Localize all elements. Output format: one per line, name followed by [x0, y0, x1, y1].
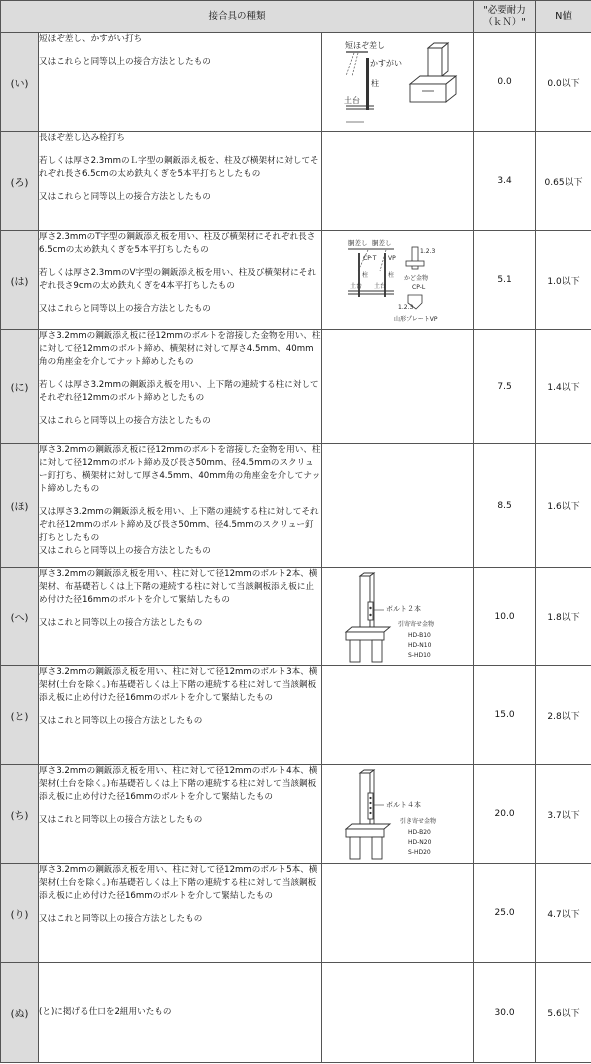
n-value: 1.8以下 — [536, 568, 591, 666]
fig-label: 柱 — [370, 79, 379, 88]
n-value: 0.65以下 — [536, 132, 591, 231]
row-figure — [322, 231, 474, 330]
row-description — [39, 864, 322, 963]
row-code: (ぬ) — [1, 963, 39, 1063]
description-paragraph: 若しくは厚さ2.3mmのV字型の鋼鈑添え板を用い、柱及び横架材にそれぞれ長さ9cmの太め鉄丸くぎを4本平打ちしたもの — [39, 268, 316, 292]
row-code: (に) — [1, 330, 39, 444]
header-joint-type: 接合具の種類 — [1, 1, 474, 33]
fig-label: 1.2.3 — [419, 248, 435, 255]
table-row — [1, 132, 591, 231]
n-value: 2.8以下 — [536, 666, 591, 765]
description-paragraph: 又はこれらと同等以上の接合方法としたもの — [39, 546, 211, 557]
fig-label: 引き寄せ金物 — [399, 818, 436, 825]
fig-label: HD-N20 — [407, 839, 431, 846]
row-figure — [322, 33, 474, 132]
required-capacity: 3.4 — [474, 132, 536, 231]
table-row — [1, 568, 591, 666]
fig-label: かすがい — [369, 59, 402, 68]
row-code: (は) — [1, 231, 39, 330]
row-figure — [322, 132, 474, 231]
fig-label: VP — [387, 255, 396, 262]
row-code: (り) — [1, 864, 39, 963]
row-figure — [322, 666, 474, 765]
fig-label: CP-L — [411, 284, 425, 291]
fig-label: かど金物 — [403, 275, 428, 282]
row-description — [39, 963, 322, 1063]
row-description — [39, 444, 322, 568]
description-paragraph: 若しくは厚さ3.2mmの鋼鈑添え板を用い、上下階の連続する柱に対してそれぞれ径12mmのボルト締めとしたもの — [39, 380, 319, 404]
required-capacity: 15.0 — [474, 666, 536, 765]
description-paragraph: 又はこれと同等以上の接合方法としたもの — [39, 815, 203, 826]
required-capacity: 0.0 — [474, 33, 536, 132]
description-paragraph: 又はこれと同等以上の接合方法としたもの — [39, 914, 203, 925]
fig-label: 引寄寄せ金物 — [397, 620, 434, 628]
corner-plate-diagram — [324, 233, 472, 327]
row-figure — [322, 963, 474, 1063]
table-row — [1, 33, 591, 132]
row-code: (ほ) — [1, 444, 39, 568]
header-required-capacity — [474, 1, 536, 33]
required-capacity: 7.5 — [474, 330, 536, 444]
description-paragraph: 短ほぞ差し、かすがい打ち — [39, 34, 143, 44]
hold-down-2-bolt-diagram — [324, 570, 472, 664]
fig-label: S-HD20 — [407, 849, 431, 856]
description-paragraph: 又はこれと同等以上の接合方法としたもの — [39, 716, 203, 727]
fig-label: S-HD10 — [407, 651, 431, 659]
required-capacity: 5.1 — [474, 231, 536, 330]
description-paragraph: 厚さ3.2mmの鋼鈑添え板を用い、柱に対して径12mmのボルト2本、横架材、布基礎若しくは上下階の連続する柱に対して当該鋼板添え板に止め付けた径16mmのボルトを介して緊結したもの — [39, 569, 318, 606]
description-paragraph: 厚さ3.2mmの鋼鈑添え板に径12mmのボルトを溶接した金物を用い、柱に対して径12mmのボルト締め及び長さ50mm、径4.5mmのスクリュー釘打ち、横架材に対して厚さ4.5mm、40mm角の角座金を介してナット締めしたもの — [39, 445, 321, 495]
row-description — [39, 666, 322, 765]
row-code: (と) — [1, 666, 39, 765]
description-paragraph: 厚さ3.2mmの鋼鈑添え板を用い、柱に対して径12mmのボルト4本、横架材(土台を除く。)布基礎若しくは上下階の連続する柱に対して当該鋼板添え板に止め付けた径16mmのボルトを介して緊結したもの — [39, 766, 318, 803]
required-capacity: 25.0 — [474, 864, 536, 963]
n-value: 1.0以下 — [536, 231, 591, 330]
n-value: 0.0以下 — [536, 33, 591, 132]
n-value: 1.4以下 — [536, 330, 591, 444]
table-row — [1, 231, 591, 330]
fig-label: 胴差し — [371, 239, 392, 247]
description-paragraph: 又はこれらと同等以上の接合方法としたもの — [39, 57, 211, 68]
description-paragraph: 厚さ3.2mmの鋼鈑添え板を用い、柱に対して径12mmのボルト5本、横架材(土台を除く。)布基礎若しくは上下階の連続する柱に対して当該鋼板添え板に止め付けた径16mmのボルトを介して緊結したもの — [39, 865, 318, 902]
header-n-value: N値 — [536, 1, 591, 33]
n-value: 4.7以下 — [536, 864, 591, 963]
table-row — [1, 330, 591, 444]
row-figure — [322, 444, 474, 568]
n-value: 5.6以下 — [536, 963, 591, 1063]
row-code: (い) — [1, 33, 39, 132]
table-row — [1, 864, 591, 963]
fig-label: 柱 — [387, 272, 394, 279]
header-capacity-line2: （ｋＮ）" — [483, 16, 526, 28]
description-paragraph: 若しくは厚さ2.3mmのＬ字型の鋼鈑添え板を、柱及び横架材に対してそれぞれ長さ6.5cmの太め鉄丸くぎを5本平打ちとしたもの — [39, 156, 319, 180]
row-description — [39, 765, 322, 864]
fig-label: 土台 — [373, 283, 386, 290]
description-paragraph: 厚さ3.2mmの鋼鈑添え板を用い、柱に対して径12mmのボルト3本、横架材(土台を除く。)布基礎若しくは上下階の連続する柱に対して当該鋼板添え板に止め付けた径16mmのボルトを介して緊結したもの — [39, 667, 318, 704]
tenon-clamp-diagram — [324, 36, 472, 128]
required-capacity: 20.0 — [474, 765, 536, 864]
fig-label: 山形プレートVP — [393, 316, 437, 323]
description-paragraph: 厚さ3.2mmの鋼鈑添え板に径12mmのボルトを溶接した金物を用い、柱に対して径12mmのボルト締め、横架材に対して厚さ4.5mm、40mm角の角座金を介してナット締めしたもの — [39, 331, 321, 368]
fig-label: ボルト２本 — [385, 604, 421, 613]
table-row — [1, 765, 591, 864]
n-value: 1.6以下 — [536, 444, 591, 568]
fig-label: 柱 — [361, 272, 368, 279]
table-row — [1, 666, 591, 765]
required-capacity: 10.0 — [474, 568, 536, 666]
description-paragraph: 又はこれらと同等以上の接合方法としたもの — [39, 416, 211, 427]
fig-label: HD-N10 — [407, 641, 431, 649]
row-figure — [322, 330, 474, 444]
description-paragraph: 厚さ2.3mmのT字型の鋼鈑添え板を用い、柱及び横架材にそれぞれ長さ6.5cmの太め鉄丸くぎを5本平打ちしたもの — [39, 232, 316, 256]
fig-label: 1.2.3 — [397, 304, 413, 311]
fig-label: 短ほぞ差し — [344, 41, 385, 50]
row-code: (ろ) — [1, 132, 39, 231]
table-row — [1, 444, 591, 568]
hold-down-4-bolt-diagram — [324, 767, 472, 861]
fig-label: CP·T — [362, 255, 376, 262]
row-figure — [322, 568, 474, 666]
description-paragraph: (と)に掲げる仕口を2組用いたもの — [39, 1006, 172, 1017]
fig-label: HD-B20 — [407, 829, 431, 836]
description-paragraph: 又はこれと同等以上の接合方法としたもの — [39, 618, 203, 629]
description-paragraph: 又はこれらと同等以上の接合方法としたもの — [39, 192, 211, 203]
description-paragraph: 長ほぞ差し込み栓打ち — [39, 133, 125, 143]
n-value: 3.7以下 — [536, 765, 591, 864]
row-description — [39, 33, 322, 132]
fig-label: 土台 — [349, 283, 362, 290]
row-figure — [322, 765, 474, 864]
row-figure — [322, 864, 474, 963]
fig-label: HD-B10 — [407, 631, 431, 639]
row-code: (ち) — [1, 765, 39, 864]
row-description — [39, 330, 322, 444]
row-description — [39, 231, 322, 330]
required-capacity: 30.0 — [474, 963, 536, 1063]
description-paragraph: 又はこれらと同等以上の接合方法としたもの — [39, 304, 211, 315]
fig-label: 胴差し — [347, 239, 368, 247]
row-description — [39, 568, 322, 666]
row-code: (へ) — [1, 568, 39, 666]
header-row — [1, 1, 591, 33]
required-capacity: 8.5 — [474, 444, 536, 568]
header-capacity-line1: "必要耐力 — [483, 4, 526, 16]
fig-label: 土台 — [343, 96, 360, 105]
table-row — [1, 963, 591, 1063]
fig-label: ボルト４本 — [385, 801, 421, 809]
description-paragraph: 又は厚さ3.2mmの鋼鈑添え板を用い、上下階の連続する柱に対してそれぞれ径12mmのボルト締め及び長さ50mm、径4.5mmのスクリュー釘打ちとしたもの — [39, 507, 319, 544]
row-description — [39, 132, 322, 231]
